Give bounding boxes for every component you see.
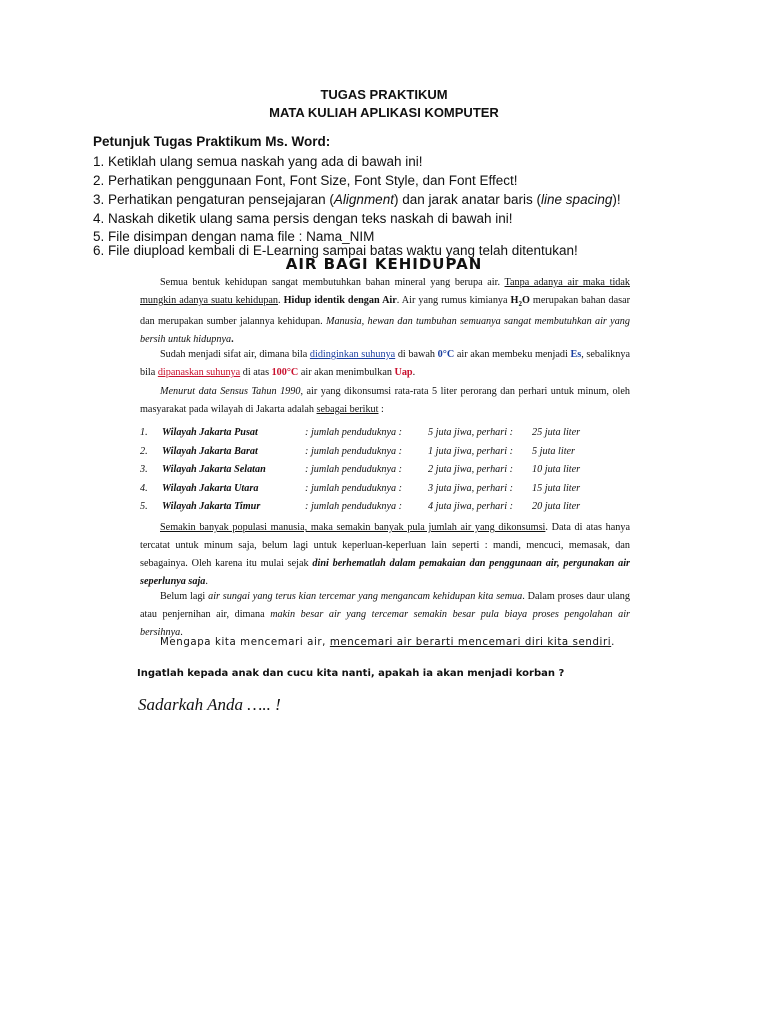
text: Es [570,349,582,360]
region-name: Wilayah Jakarta Pusat [162,427,258,438]
instruction-item: 4. Naskah diketik ulang sama persis dengan teks naskah di bawah ini! [93,211,513,226]
paragraph-2 [140,346,630,382]
region-name: Wilayah Jakarta Utara [162,482,259,494]
text: . Air yang rumus kimianya [396,295,511,306]
text: . [180,627,183,638]
row-number: 4. [140,482,148,494]
text: air akan membeku menjadi [454,349,571,360]
text: Sudah menjadi sifat air, dimana bila [160,349,310,360]
text: Semua bentuk kehidupan sangat membutuhkan bahan mineral yang berupa air. [160,277,505,288]
text: dini berhematlah dalam pemakaian dan penggunaan air, pergunakan air seperlunya saja [140,558,631,587]
row-number: 5. [140,501,148,512]
header-title-1: TUGAS PRAKTIKUM [320,87,448,102]
text: . [205,576,208,587]
population-label: : jumlah penduduknya : [305,482,403,494]
text: 0°C [437,349,455,360]
population-label: : jumlah penduduknya : [305,464,403,475]
instruction-text: )! [612,192,621,207]
text: Hidup identik dengan Air [283,295,397,306]
liter-value: 5 juta liter [532,445,576,457]
closing-line-3: Sadarkah Anda ….. ! [138,695,281,714]
region-name: Wilayah Jakarta Barat [162,445,258,457]
closing-line-1 [140,637,630,648]
liter-value: 10 juta liter [532,464,581,475]
text: Menurut data Sensus Tahun 1990 [160,386,301,397]
paragraph-5 [140,588,630,642]
text: Uap [394,367,413,378]
text: Belum lagi [160,591,209,602]
text: . [231,334,234,346]
text: mencemari air berarti mencemari diri kita sendiri [329,637,612,648]
population-value: 4 juta jiwa, perhari : [428,501,513,512]
population-value: 3 juta jiwa, perhari : [428,482,513,494]
text: O [521,295,530,306]
paragraph-1 [140,274,630,349]
text: makin besar air yang tercemar semakin besar pula biaya proses pengolahan air bersihnya [140,609,630,638]
instruction-text: 3. Perhatikan pengaturan pensejajaran ( [93,192,334,207]
population-value: 2 juta jiwa, perhari : [428,464,513,475]
text: 100°C [271,367,299,378]
text: . [412,367,416,378]
region-name: Wilayah Jakarta Timur [162,501,261,512]
header-title-2: MATA KULIAH APLIKASI KOMPUTER [269,105,499,120]
instruction-item: 6. File diupload kembali di E-Learning sampai batas waktu yang telah ditentukan! [93,243,578,258]
instruction-item: 2. Perhatikan penggunaan Font, Font Size, Font Style, dan Font Effect! [93,173,518,188]
liter-value: 15 juta liter [532,482,581,494]
row-number: 3. [140,464,148,475]
text: Mengapa kita mencemari air, [160,637,330,648]
document-title: AIR BAGI KEHIDUPAN [285,255,483,273]
instructions-list [93,152,621,258]
text: didinginkan suhunya [309,349,396,360]
population-label: : jumlah penduduknya : [305,501,403,512]
text: H [510,295,519,306]
population-value: 5 juta jiwa, perhari : [428,427,513,438]
text: , sebaliknya bila [140,349,630,378]
text: . [611,637,616,648]
text: sebagai berikut [316,404,379,415]
text: air akan menimbulkan [298,367,395,378]
paragraph-4 [140,519,630,591]
text: di atas [240,367,272,378]
population-label: : jumlah penduduknya : [305,427,403,438]
paragraph-3 [140,383,630,419]
population-label: : jumlah penduduknya : [305,445,403,457]
population-value: 1 juta jiwa, perhari : [428,445,513,457]
text: Manusia, hewan dan tumbuhan semuanya sangat membutuhkan air yang bersih untuk hidupnya [140,316,630,346]
text: . Dalam proses daur ulang atau penjernihan air, dimana [140,591,630,620]
instructions-title: Petunjuk Tugas Praktikum Ms. Word: [93,134,331,149]
row-number: 2. [140,445,148,457]
instruction-item [93,190,621,209]
region-name: Wilayah Jakarta Selatan [162,464,266,475]
text: . Data di atas hanya tercatat untuk minum saja, belum lagi untuk keperluan-keperluan lain seperti : mandi, mencuci, memasak, dan sebagainya. Oleh karena itu mulai sejak [140,522,630,569]
liter-value: 20 juta liter [532,501,581,512]
text: Semakin banyak populasi manusia, maka semakin banyak pula jumlah air yang dikonsumsi [160,522,546,533]
text: di bawah [395,349,438,360]
instruction-text: Alignment [333,192,394,207]
instruction-item: 1. Ketiklah ulang semua naskah yang ada di bawah ini! [93,154,423,169]
row-number: 1. [140,427,148,438]
text: air sungai yang terus kian tercemar yang mengancam kehidupan kita semua [208,591,523,602]
text: merupakan bahan dasar dan merupakan sumber jalannya kehidupan. [140,295,631,328]
text: : [378,404,384,415]
text: dipanaskan suhunya [157,367,241,378]
text: Tanpa adanya air maka tidak mungkin adanya suatu kehidupan [140,277,630,306]
instruction-text: line spacing [541,192,613,207]
closing-line-2: Ingatlah kepada anak dan cucu kita nanti, apakah ia akan menjadi korban ? [137,668,565,679]
instruction-item: 5. File disimpan dengan nama file : Nama_NIM [93,229,375,244]
assignment-header [0,86,768,122]
liter-value: 25 juta liter [532,427,581,438]
text: 2 [518,300,522,309]
text: . [278,295,284,306]
text: , air yang dikonsumsi rata-rata 5 liter perorang dan perhari untuk minum, oleh masyarakat pada wilayah di Jakarta adalah [140,386,630,415]
instruction-text: ) dan jarak anatar baris ( [393,192,542,207]
